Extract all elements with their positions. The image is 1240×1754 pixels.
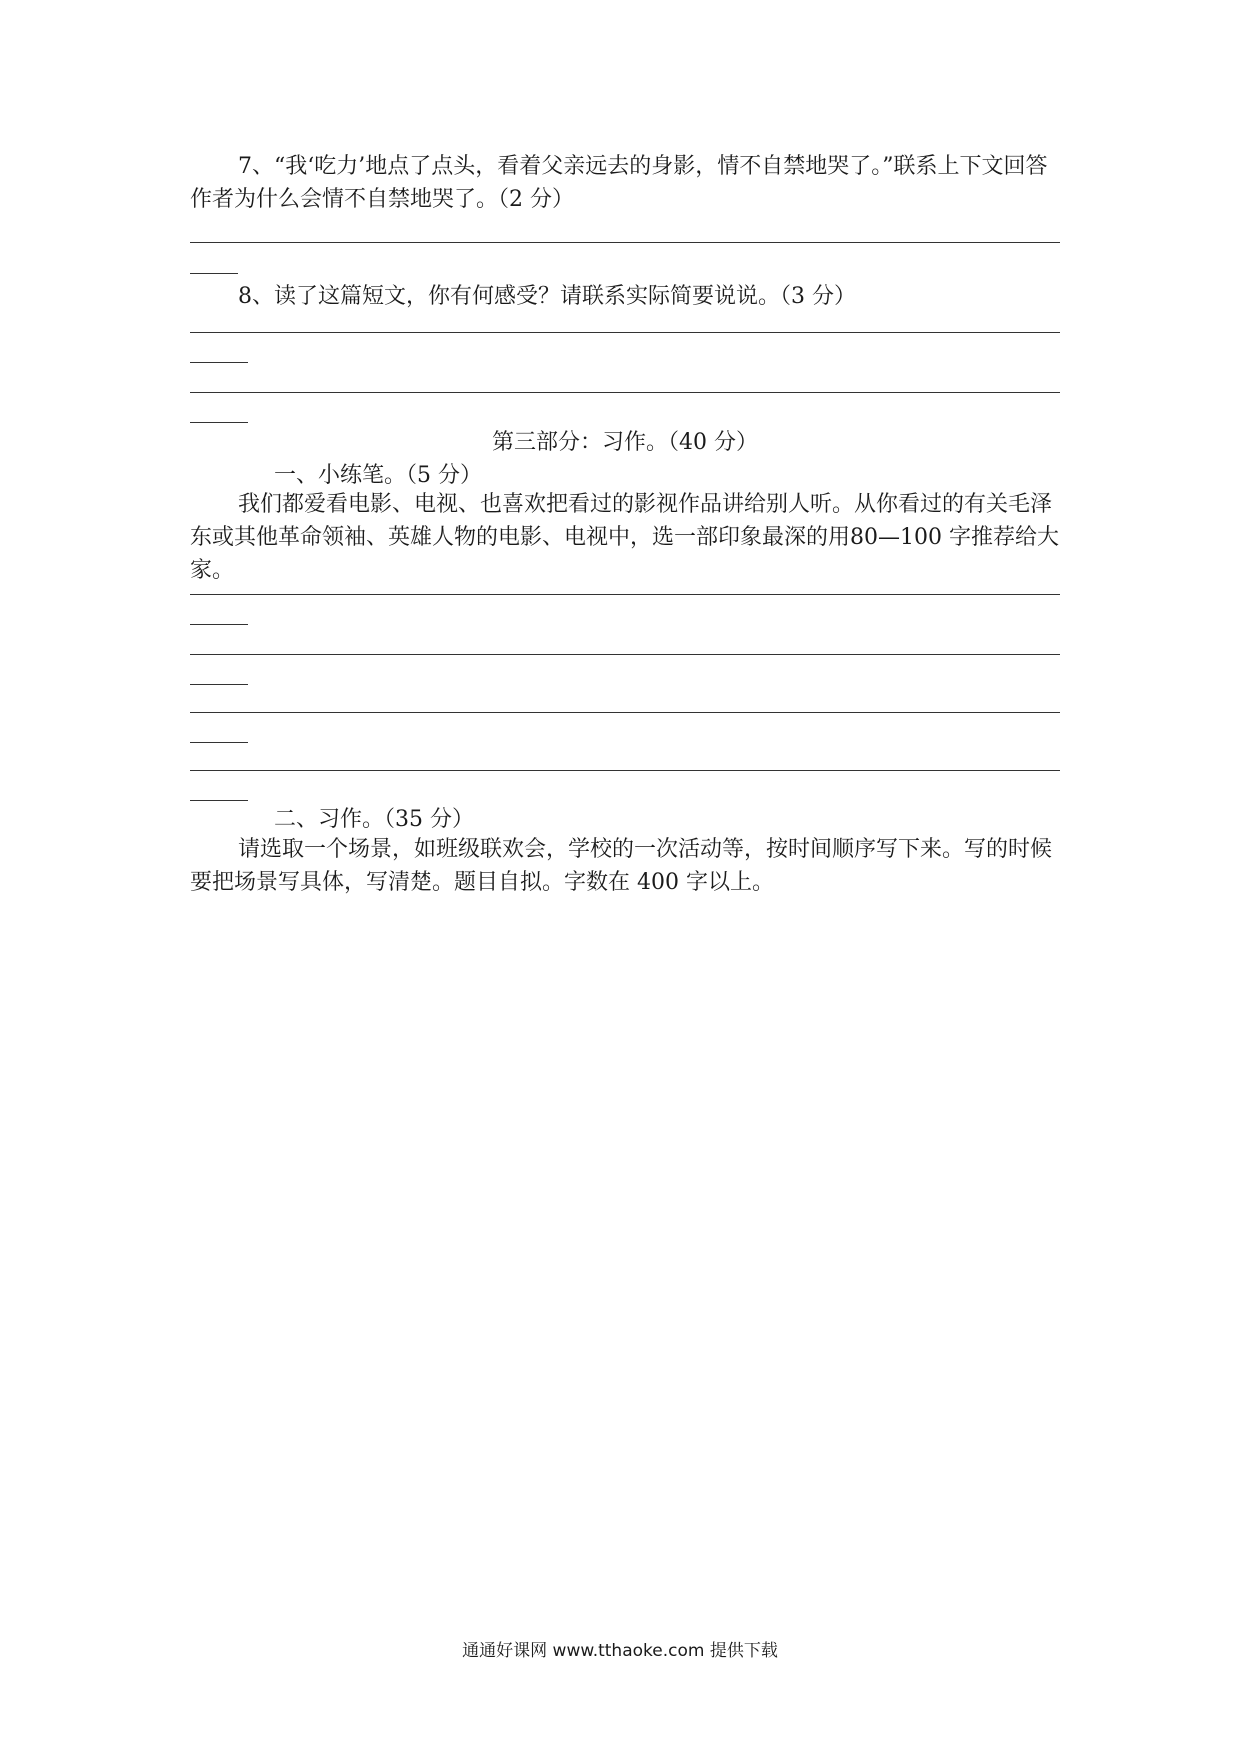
section2-heading: 二、习作。（35 分） (274, 807, 474, 832)
answer-line-tail (190, 800, 248, 801)
answer-line (190, 594, 1060, 595)
answer-line (190, 242, 1060, 243)
question-8: 8、读了这篇短文，你有何感受？请联系实际简要说说。（3 分） (238, 284, 856, 309)
answer-line (190, 392, 1060, 393)
answer-line-tail (190, 273, 238, 274)
answer-line-tail (190, 362, 248, 363)
answer-line-tail (190, 742, 248, 743)
answer-line (190, 654, 1060, 655)
answer-line (190, 770, 1060, 771)
section2-prompt: 请选取一个场景，如班级联欢会，学校的一次活动等，按时间顺序写下来。写的时候要把场景写具体，写清楚。题目自拟。字数在 400 字以上。 (190, 837, 1053, 895)
answer-line-tail (190, 422, 248, 423)
footer-credit: 通通好课网 www.tthaoke.com 提供下载 (462, 1641, 778, 1661)
answer-line (190, 712, 1060, 713)
part3-title: 第三部分：习作。（40 分） (492, 430, 758, 455)
answer-line-tail (190, 624, 248, 625)
section1-prompt: 我们都爱看电影、电视、也喜欢把看过的影视作品讲给别人听。从你看过的有关毛泽东或其他革命领袖、英雄人物的电影、电视中，选一部印象最深的用80—100 字推荐给大家。 (190, 492, 1059, 583)
answer-line (190, 332, 1060, 333)
answer-line-tail (190, 684, 248, 685)
section1-heading: 一、小练笔。（5 分） (274, 463, 482, 488)
question-7: 7、“我‘吃力’地点了点头，看着父亲远去的身影，情不自禁地哭了。”联系上下文回答作者为什么会情不自禁地哭了。（2 分） (190, 154, 1048, 212)
